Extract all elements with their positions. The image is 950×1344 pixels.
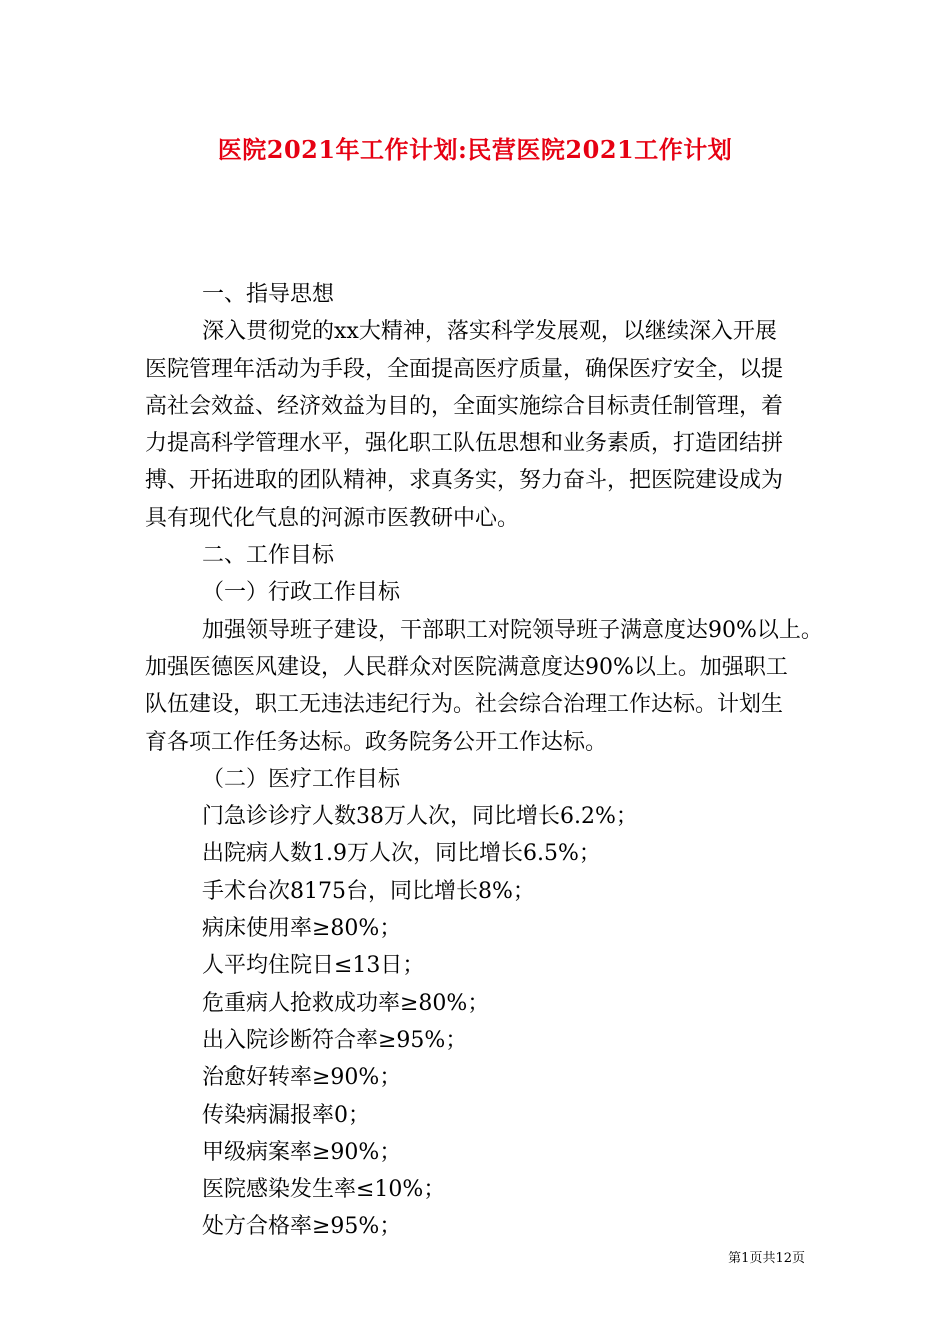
paragraph-line: 力提高科学管理水平，强化职工队伍思想和业务素质，打造团结拼 [145, 431, 784, 457]
paragraph-line: 加强医德医风建设，人民群众对医院满意度达90%以上。加强职工 [145, 654, 788, 680]
paragraph-line: 处方合格率≥95%； [202, 1214, 402, 1240]
paragraph-line: 具有现代化气息的河源市医教研中心。 [145, 505, 520, 531]
paragraph-line: 传染病漏报率0； [202, 1102, 370, 1128]
paragraph-line: 二、工作目标 [202, 543, 335, 569]
paragraph-line: 门急诊诊疗人数38万人次，同比增长6.2%； [202, 804, 638, 830]
paragraph-line: 甲级病案率≥90%； [202, 1139, 402, 1165]
paragraph-line: 医院管理年活动为手段，全面提高医疗质量，确保医疗安全，以提 [145, 356, 784, 382]
paragraph-line: 手术台次8175台，同比增长8%； [202, 878, 535, 904]
paragraph-line: （一）行政工作目标 [202, 580, 401, 606]
paragraph-line: 出入院诊断符合率≥95%； [202, 1027, 468, 1053]
paragraph-line: 高社会效益、经济效益为目的，全面实施综合目标责任制管理，着 [145, 393, 784, 419]
document-title: 医院2021年工作计划:民营医院2021工作计划 [217, 135, 733, 164]
paragraph-line: 队伍建设，职工无违法违纪行为。社会综合治理工作达标。计划生 [145, 692, 784, 718]
paragraph-line: 加强领导班子建设，干部职工对院领导班子满意度达90%以上。 [202, 617, 823, 643]
paragraph-line: 搏、开拓进取的团队精神，求真务实，努力奋斗，把医院建设成为 [145, 468, 784, 494]
paragraph-line: （二）医疗工作目标 [202, 766, 401, 792]
paragraph-line: 治愈好转率≥90%； [202, 1065, 402, 1091]
paragraph-line: 人平均住院日≤13日； [202, 953, 425, 979]
page-number-footer: 第1页共12页 [728, 1251, 805, 1266]
paragraph-line: 深入贯彻党的xx大精神，落实科学发展观，以继续深入开展 [202, 319, 777, 345]
paragraph-line: 出院病人数1.9万人次，同比增长6.5%； [202, 841, 601, 867]
paragraph-line: 医院感染发生率≤10%； [202, 1177, 446, 1203]
paragraph-line: 一、指导思想 [202, 282, 335, 307]
paragraph-line: 病床使用率≥80%； [202, 916, 402, 942]
paragraph-line: 育各项工作任务达标。政务院务公开工作达标。 [145, 729, 608, 755]
document-body [145, 276, 825, 1246]
paragraph-line: 危重病人抢救成功率≥80%； [202, 990, 490, 1016]
